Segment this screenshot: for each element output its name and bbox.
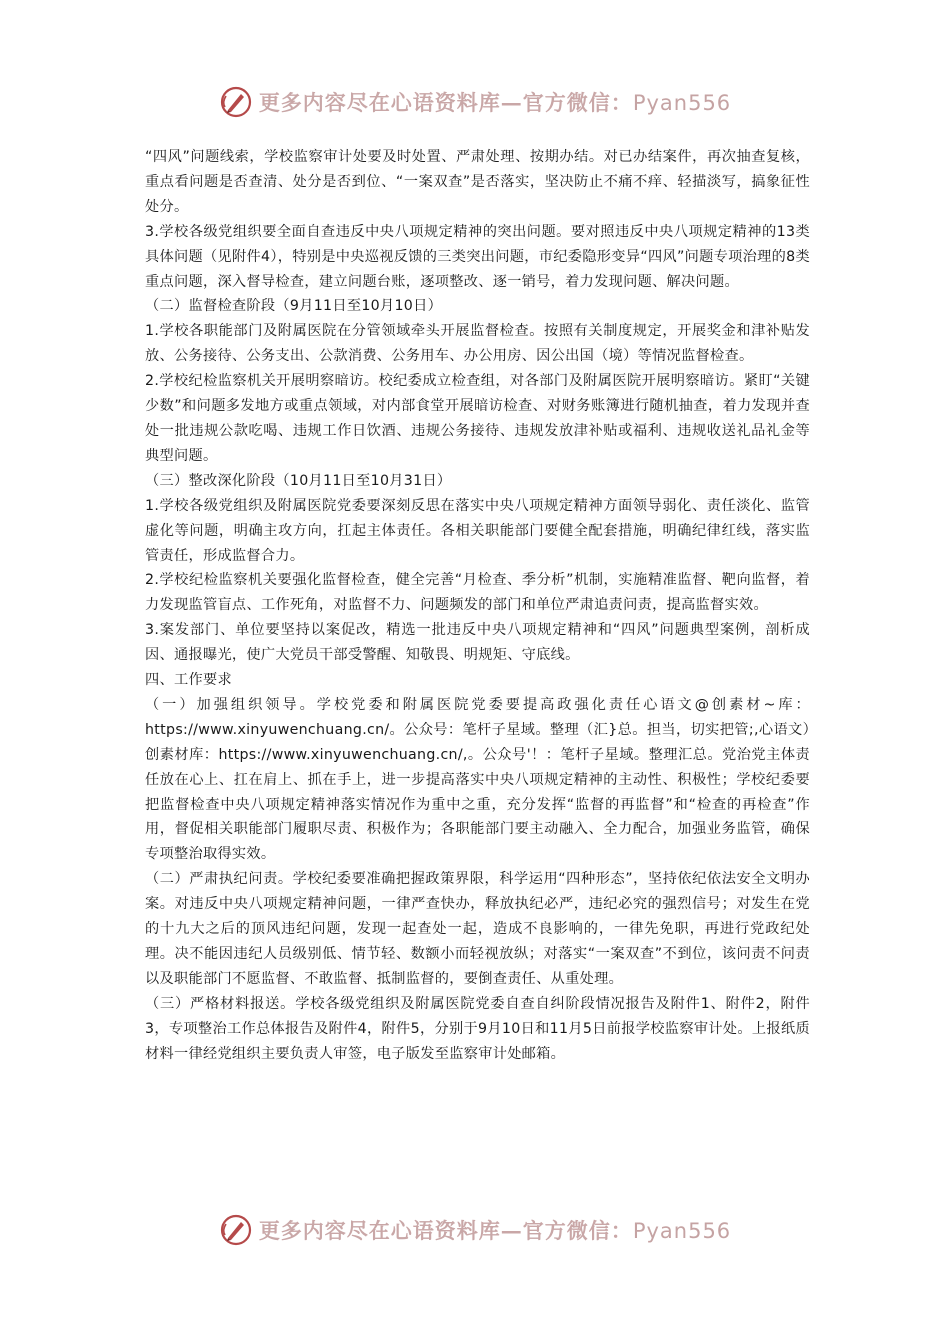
banner-text-en: Pyan556 bbox=[632, 1219, 732, 1243]
banner-text bbox=[259, 1215, 731, 1245]
paragraph: “四风”问题线索，学校监察审计处要及时处置、严肃处理、按期办结。对已办结案件，再次抽查复核，重点看问题是否查清、处分是否到位、“一案双查”是否落实，坚决防止不痛不痒、轻描淡写，搞象征性处分。 bbox=[145, 149, 810, 215]
paragraph: 1.学校各职能部门及附属医院在分管领域牵头开展监督检查。按照有关制度规定，开展奖金和津补贴发放、公务接待、公务支出、公款消费、公务用车、办公用房、因公出国（境）等情况监督检查。 bbox=[145, 323, 810, 365]
paragraph: 3.学校各级党组织要全面自查违反中央八项规定精神的突出问题。要对照违反中央八项规定精神的13类具体问题（见附件4），特别是中央巡视反馈的三类突出问题，市纪委隐形变异“四风”问题专项治理的8类重点问题，深入督导检查，建立问题台账，逐项整改、逐一销号，着力发现问题、解决问题。 bbox=[145, 223, 810, 290]
paragraph: 2.学校纪检监察机关要强化监督检查，健全完善“月检查、季分析”机制，实施精准监督、靶向监督，着力发现监管盲点、工作死角，对监督不力、问题频发的部门和单位严肃追责问责，提高监督实效。 bbox=[145, 572, 810, 614]
document-body bbox=[145, 145, 810, 1067]
paragraph: 1.学校各级党组织及附属医院党委要深刻反思在落实中央八项规定精神方面领导弱化、责任淡化、监管虚化等问题，明确主攻方向，扛起主体责任。各相关职能部门要健全配套措施，明确纪律红线，落实监管责任，形成监督合力。 bbox=[145, 497, 810, 564]
section-heading: （三）整改深化阶段（10月11日至10月31日） bbox=[145, 472, 452, 489]
paragraph: 2.学校纪检监察机关开展明察暗访。校纪委成立检查组，对各部门及附属医院开展明察暗访。紧盯“关键少数”和问题多发地方或重点领域，对内部食堂开展暗访检查、对财务账簿进行随机抽查，着力发现并查处一批违规公款吃喝、违规工作日饮酒、违规公务接待、违规发放津补贴或福利、违规收送礼品礼金等典型问题。 bbox=[145, 373, 810, 464]
banner-text-cn: 更多内容尽在心语资料库—官方微信： bbox=[258, 90, 633, 115]
section-heading: 四、工作要求 bbox=[145, 672, 232, 689]
header-watermark-banner bbox=[0, 82, 950, 122]
banner-text-en: Pyan556 bbox=[632, 91, 732, 115]
paragraph: （二）严肃执纪问责。学校纪委要准确把握政策界限，科学运用“四种形态”，坚持依纪依法安全文明办案。对违反中央八项规定精神问题，一律严查快办，释放执纪必严，违纪必究的强烈信号；对发生在党的十九大之后的顶风违纪问题，发现一起查处一起，造成不良影响的，一律先免职，再进行党政纪处理。决不能因违纪人员级别低、情节轻、数额小而轻视放纵；对落实“一案双查”不到位，该问责不问责以及职能部门不愿监督、不敢监督、抵制监督的，要倒查责任、从重处理。 bbox=[145, 871, 810, 987]
section-heading: （二）监督检查阶段（9月11日至10月10日） bbox=[145, 298, 443, 315]
pen-logo-icon bbox=[219, 1213, 253, 1247]
paragraph: （三）严格材料报送。学校各级党组织及附属医院党委自查自纠阶段情况报告及附件1、附件2，附件3，专项整治工作总体报告及附件4，附件5，分别于9月10日和11月5日前报学校监察审计处。上报纸质材料一律经党组织主要负责人审签，电子版发至监察审计处邮箱。 bbox=[145, 995, 810, 1062]
footer-watermark-banner bbox=[0, 1210, 950, 1250]
banner-text bbox=[259, 87, 731, 117]
paragraph: （一）加强组织领导。学校党委和附属医院党委要提高政强化责任心语文@创素材~库：https://www.xinyuwenchuang.cn/。公众号：笔杆子星域。整理（汇}总。担当，切实把管;,心语文）创素材库：https://www.xinyuwenchuang.cn/,。公众号'！：笔杆子星域。整理汇总。党治党主体责任放在心上、扛在肩上、抓在手上，进一步提高落实中央八项规定精神的主动性、积极性；学校纪委要把监督检查中央八项规定精神落实情况作为重中之重，充分发挥“监督的再监督”和“检查的再检查”作用，督促相关职能部门履职尽责、积极作为；各职能部门要主动融入、全力配合，加强业务监管，确保专项整治取得实效。 bbox=[145, 696, 810, 863]
paragraph: 3.案发部门、单位要坚持以案促改，精选一批违反中央八项规定精神和“四风”问题典型案例，剖析成因、通报曝光，使广大党员干部受警醒、知敬畏、明规矩、守底线。 bbox=[145, 622, 810, 664]
pen-logo-icon bbox=[219, 85, 253, 119]
banner-text-cn: 更多内容尽在心语资料库—官方微信： bbox=[258, 1218, 633, 1243]
